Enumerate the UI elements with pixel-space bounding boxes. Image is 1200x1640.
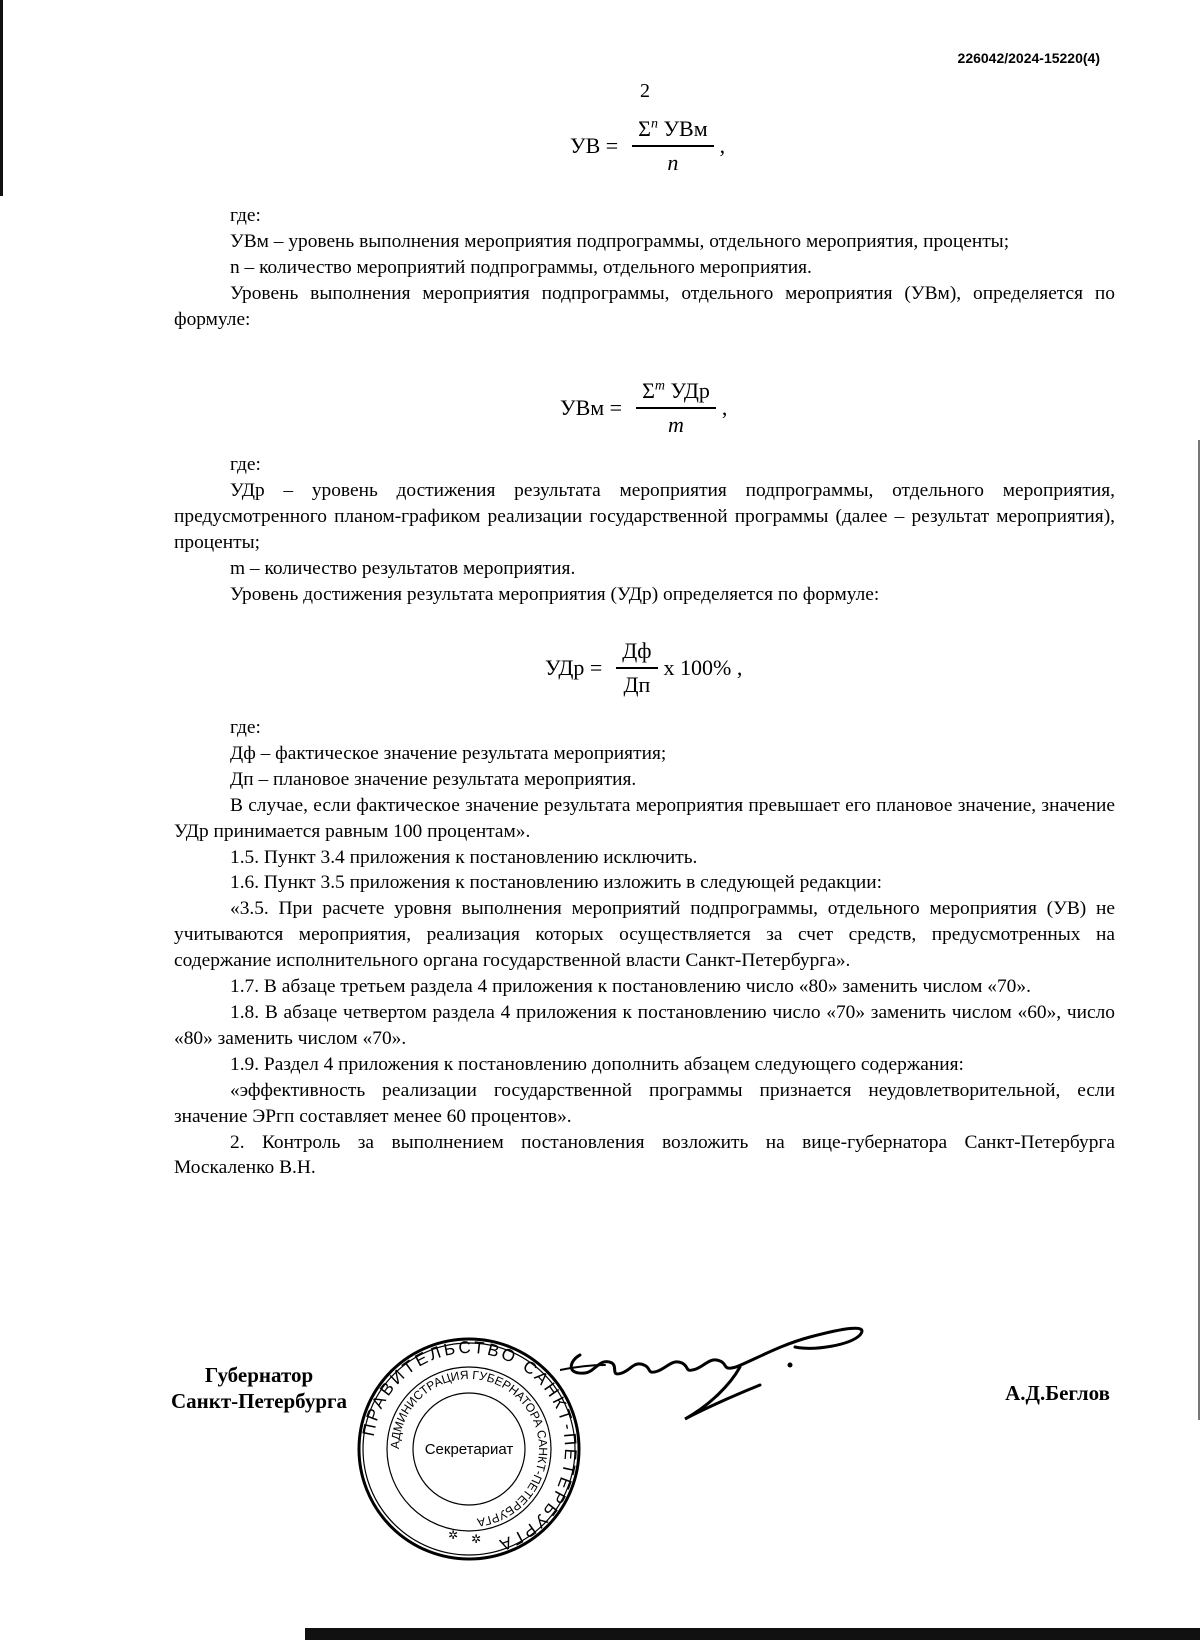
seal-inner-ring-text: АДМИНИСТРАЦИЯ ГУБЕРНАТОРА САНКТ-ПЕТЕРБУРГА (387, 1367, 551, 1530)
paragraph: 1.7. В абзаце третьем раздела 4 приложения к постановлению число «80» заменить числом «70». (230, 976, 1031, 998)
paragraph: «эффективность реализации государственной программы признается неудовлетворительной, если значение ЭРгп составляет менее 60 процентов». (174, 1079, 1115, 1127)
seal-star-icon: ✲ (470, 1532, 482, 1546)
paragraph: 1.5. Пункт 3.4 приложения к постановлению исключить. (230, 846, 698, 868)
paragraph: Уровень достижения результата мероприятия (УДр) определяется по формуле: (230, 583, 880, 605)
page-number: 2 (640, 80, 650, 102)
document-id: 226042/2024-15220(4) (957, 50, 1100, 66)
paragraph: Уровень выполнения мероприятия подпрограммы, отдельного мероприятия (УВм), определяется по формуле: (174, 282, 1115, 330)
formula-lhs: УДр = (545, 655, 603, 680)
sigma-symbol: Σ (642, 378, 655, 403)
formula-udr (545, 638, 742, 698)
sigma-symbol: Σ (638, 116, 651, 141)
formula-tail: x 100% , (663, 655, 743, 680)
formula-numerator (636, 378, 716, 409)
formula-denominator: n (667, 150, 679, 175)
formula-tail: , (719, 133, 726, 158)
formula-denominator: Дп (623, 672, 651, 697)
paragraph: m – количество результатов мероприятия. (230, 557, 576, 579)
paragraph: 2. Контроль за выполнением постановления возложить на вице-губернатора Санкт-Петербурга Москаленко В.Н. (174, 1131, 1115, 1179)
text-block-2 (174, 452, 1115, 607)
paragraph: УДр – уровень достижения результата мероприятия подпрограммы, отдельного мероприятия, предусмотренного планом-графиком реализации государственной программы (далее – результат мероприятия), проценты; (174, 479, 1115, 553)
signatory-name: А.Д.Беглов (1005, 1381, 1110, 1405)
formula-uv (570, 116, 725, 176)
paragraph: Дф – фактическое значение результата мероприятия; (230, 742, 667, 764)
numerator-term: УДр (665, 378, 710, 403)
official-seal (356, 1336, 582, 1562)
formula-tail: , (721, 395, 728, 420)
seal-outer-ring-text: ПРАВИТЕЛЬСТВО САНКТ-ПЕТЕРБУРГА (358, 1337, 581, 1556)
paragraph: «3.5. При расчете уровня выполнения мероприятий подпрограммы, отдельного мероприятия (УВ) не учитываются мероприятия, реализация которых осуществляется за счет средств, предусмотренных на содержание исполнительного органа государственной власти Санкт-Петербурга». (174, 898, 1115, 972)
paragraph: УВм – уровень выполнения мероприятия подпрограммы, отдельного мероприятия, проценты; (230, 230, 1010, 252)
formula-numerator (632, 116, 713, 147)
numerator-term: УВм (657, 116, 708, 141)
formula-fraction (632, 116, 713, 176)
position-line-1: Губернатор (204, 1363, 314, 1387)
sigma-upper-limit: m (654, 378, 666, 394)
text-block-3 (174, 715, 1115, 1181)
paragraph: 1.9. Раздел 4 приложения к постановлению дополнить абзацем следующего содержания: (230, 1053, 964, 1075)
text-block-1 (174, 203, 1115, 333)
paragraph: где: (230, 454, 261, 475)
handwritten-signature (560, 1315, 920, 1425)
formula-fraction (636, 378, 716, 438)
sigma-upper-limit: n (650, 116, 658, 132)
formula-uvm (560, 378, 727, 438)
paragraph: где: (230, 717, 261, 738)
formula-fraction (616, 638, 657, 698)
paragraph: n – количество мероприятий подпрограммы, отдельного мероприятия. (230, 256, 812, 278)
signatory-position (171, 1362, 347, 1414)
position-line-2: Санкт-Петербурга (171, 1389, 348, 1413)
formula-numerator: Дф (616, 638, 657, 669)
scan-edge-bottom (305, 1628, 1200, 1640)
formula-lhs: УВм = (560, 395, 623, 420)
formula-lhs: УВ = (570, 133, 619, 158)
paragraph: 1.8. В абзаце четвертом раздела 4 приложения к постановлению число «70» заменить числом «60», число «80» заменить числом «70». (174, 1001, 1115, 1049)
paragraph: где: (230, 205, 261, 226)
paragraph: В случае, если фактическое значение результата мероприятия превышает его плановое значение, значение УДр принимается равным 100 процентам». (174, 794, 1115, 842)
formula-denominator: m (668, 412, 684, 437)
paragraph: 1.6. Пункт 3.5 приложения к постановлению изложить в следующей редакции: (230, 872, 883, 894)
seal-star-icon: ✲ (447, 1528, 459, 1542)
paragraph: Дп – плановое значение результата мероприятия. (230, 768, 637, 790)
seal-center-text: Секретариат (424, 1441, 514, 1458)
